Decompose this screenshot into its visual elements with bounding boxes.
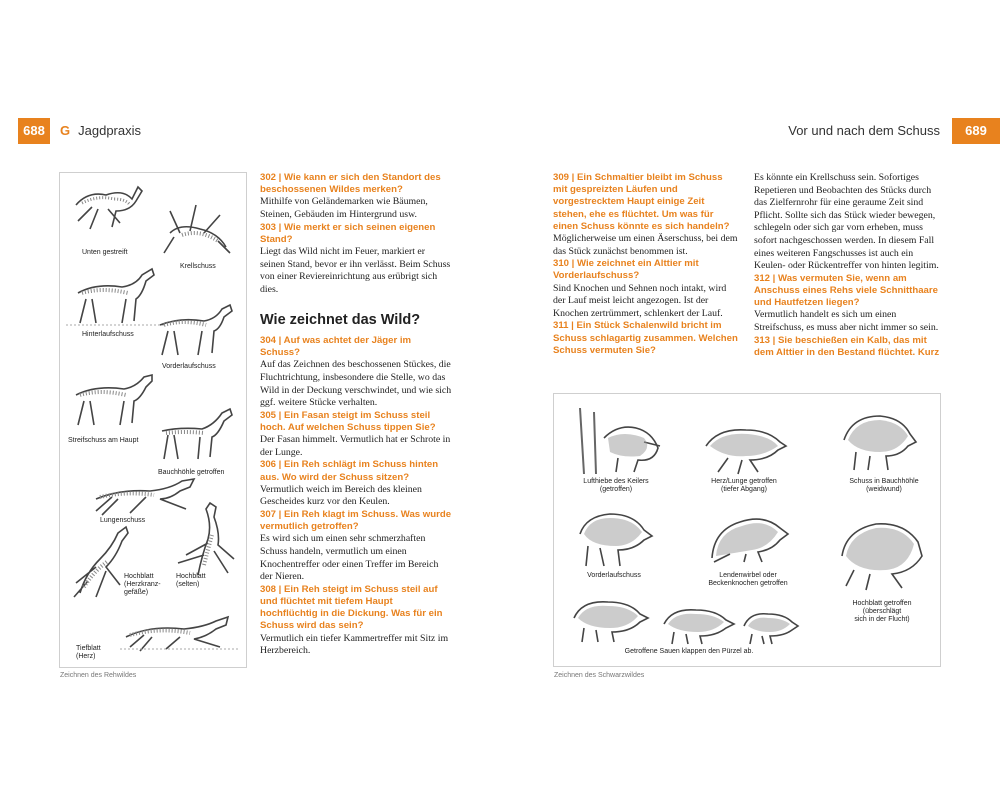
label-hochblatt-herz: Hochblatt (Herzkranz- gefäße) [124,573,161,596]
question-305: 305 | Ein Fasan steigt im Schuss steil hoch. Auf welchen Schuss tippen Sie? [260,409,436,433]
chapter-header [60,118,141,144]
answer-311: Es könnte ein Krellschuss sein. Sofortiges Repetieren und Beobachten des Stücks durch das Zielfernrohr für eine geraume Zeit sind Pflicht. Sollte sich das Stück wieder bewegen, schlegeln oder sich gar vorn erheben, muss sofort nachgeschossen werden. In diesem Fall eines weiteren Fangschusses ist auch ein Keulen- oder Rückentreffer von hinten legitim. [754,172,939,272]
question-310: 310 | Wie zeichnet ein Alttier mit Vorderlaufschuss? [553,258,699,282]
page-number-left: 688 [18,118,50,144]
question-312: 312 | Was vermuten Sie, wenn am Anschuss eines Rehs viele Schnitthaare und Hautfetzen liegen? [754,272,938,309]
running-title: Vor und nach dem Schuss [788,123,940,138]
question-309: 309 | Ein Schmaltier bleibt im Schuss mit gespreizten Läufen und vorgestrecktem Haupt einige Zeit stehen, ehe es flüchtet. Um was für einen Schuss könnte es sich handeln? [553,172,730,232]
question-302: 302 | Wie kann er sich den Standort des beschossenen Wildes merken? [260,172,441,196]
answer-309: Möglicherweise um einen Äserschuss, bei dem das Stück zunächst benommen ist. [553,233,738,257]
qa-311 [553,320,739,357]
rehwild-figure [59,172,247,668]
label-streifschuss: Streifschuss am Haupt [68,437,139,444]
qa-302 [260,172,452,222]
schwarzwild-figure [553,393,941,667]
qa-307 [260,509,452,584]
qa-303 [260,222,452,297]
label-unten-gestreift: Unten gestreift [82,249,128,256]
right-text-column-2 [754,172,940,359]
deer-streifschuss-icon [66,369,166,431]
deer-bauchhoehle-icon [152,403,242,465]
answer-308: Vermutlich ein tiefer Kammertreffer mit Sitz im Herzbereich. [260,632,449,657]
boar-klappen-1-icon [568,594,652,644]
caption-schwarzwild: Zeichnen des Schwarzwildes [554,672,645,679]
question-311: 311 | Ein Stück Schalenwild bricht im Schuss schlagartig zusammen. Welchen Schuss vermuten Sie? [553,320,738,356]
label-lungenschuss: Lungenschuss [100,517,146,524]
label-herz-lunge: Herz/Lunge getroffen (tiefer Abgang) [711,478,777,493]
answer-307: Es wird sich um einen sehr schmerzhaften Schuss handeln, vermutlich um einen Knochentreffer oder einen Treffer im Bereich der Nieren. [260,533,439,583]
boar-hochblatt-icon [836,512,926,592]
question-307: 307 | Ein Reh klagt im Schuss. Was wurde vermutlich getroffen? [260,508,452,533]
label-bauchhoehle-sau: Schuss in Bauchhöhle (weidwund) [849,478,919,493]
qa-309 [553,172,739,258]
qa-313 [754,335,940,359]
deer-hochblatt-selten-icon [168,499,244,579]
question-306: 306 | Ein Reh schlägt im Schuss hinten aus. Wo wird der Schuss sitzen? [260,459,439,483]
label-puerzel: Getroffene Sauen klappen den Pürzel ab. [624,648,754,655]
answer-306: Vermutlich weich im Bereich des kleinen Gescheides kurz vor den Keulen. [260,483,422,508]
boar-herz-lunge-icon [698,416,788,476]
question-313: 313 | Sie beschießen ein Kalb, das mit dem Alttier in den Bestand flüchtet. Kurz [754,334,940,358]
boar-klappen-3-icon [740,606,800,646]
qa-312 [754,273,940,335]
left-text-column [260,172,452,658]
question-303: 303 | Wie merkt er sich seinen eigenen Stand? [260,221,436,245]
boar-bauchhoehle-icon [838,406,918,476]
chapter-letter: G [60,123,71,138]
boar-lufthiebe-icon [574,408,664,478]
page-number-right: 689 [952,118,1000,144]
qa-306 [260,459,452,509]
qa-308 [260,584,452,658]
label-vorderlauf-sau: Vorderlaufschuss [587,572,641,579]
qa-310 [553,258,739,320]
label-hochblatt-sau: Hochblatt getroffen (überschlägt sich in der Flucht) [852,600,912,623]
boar-lendenwirbel-icon [704,504,794,568]
question-308: 308 | Ein Reh steigt im Schuss steil auf und flüchtet mit tiefem Haupt hochflüchtig in die Dickung. Was für ein Schuss wird das sein? [260,583,443,632]
label-hochblatt-selten: Hochblatt (selten) [176,573,206,588]
label-krellschuss: Krellschuss [180,263,216,270]
answer-310: Sind Knochen und Sehnen noch intakt, wird der Lauf meist leicht angezogen. Ist der Knochen zertrümmert, schlenkert der Lauf. [553,282,727,319]
qa-304 [260,335,452,410]
answer-303: Liegt das Wild nicht im Feuer, markiert er seinen Stand, bevor er ihn verlässt. Beim Schuss von einer Reviereinrichtung aus erübrigt sich dies. [260,246,451,295]
answer-305: Der Fasan himmelt. Vermutlich hat er Schrote in der Lunge. [260,434,451,458]
question-304: 304 | Auf was achtet der Jäger im Schuss? [260,334,412,359]
boar-vorderlauf-icon [574,506,654,572]
label-lufthiebe: Lufthiebe des Keilers (getroffen) [583,478,649,493]
deer-unten-gestreift-icon [68,177,148,237]
boar-klappen-2-icon [658,602,738,646]
section-heading: Wie zeichnet das Wild? [260,312,421,329]
deer-krellschuss-icon [160,193,240,263]
answer-312: Vermutlich handelt es sich um einen Streifschuss, es muss aber nicht immer so sein. [754,309,939,333]
right-text-column-1 [553,172,739,357]
label-bauchhoehle: Bauchhöhle getroffen [158,469,225,476]
deer-tiefblatt-icon [120,607,240,653]
qa-305 [260,410,452,460]
label-vorderlaufschuss: Vorderlaufschuss [162,363,216,370]
label-hinterlaufschuss: Hinterlaufschuss [82,331,134,338]
label-tiefblatt: Tiefblatt (Herz) [76,645,101,660]
answer-302: Mithilfe von Geländemarken wie Bäumen, Steinen, Gebäuden im Hintergrund usw. [260,196,428,220]
chapter-title: Jagdpraxis [78,123,141,138]
deer-vorderlaufschuss-icon [150,301,240,361]
caption-rehwild: Zeichnen des Rehwildes [60,672,137,679]
label-lendenwirbel: Lendenwirbel oder Beckenknochen getroffen [708,572,788,587]
answer-304: Auf das Zeichnen des beschossenen Stückes, die Fluchtrichtung, insbesondere die Stelle, wo das Wild in der Deckung verschwindet, und wie sich ggf. weitere Stücke verhalten. [260,359,452,409]
